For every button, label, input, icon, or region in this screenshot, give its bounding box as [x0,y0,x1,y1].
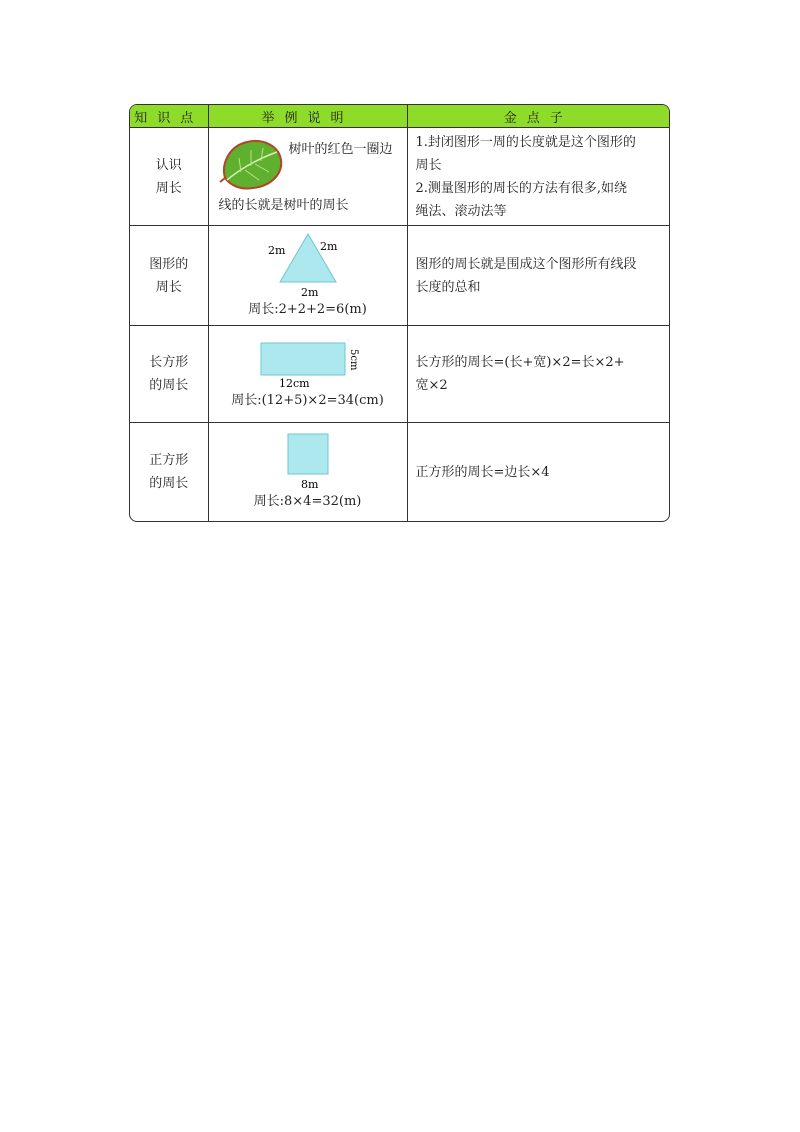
topic-cell [130,423,208,521]
topic-cell [130,326,208,423]
knowledge-table [130,105,669,521]
square-figure [278,432,338,490]
tip-line: 绳法、滚动法等 [415,203,507,219]
example-text: 树叶的红色一圈边 [288,142,393,158]
tip-line: 正方形的周长=边长×4 [415,464,550,480]
leaf-image [219,136,285,192]
table-row [130,128,669,226]
table-header-row [130,105,669,128]
triangle-label-bottom: 2m [300,286,318,299]
example-caption: 周长:2+2+2=6(m) [248,302,367,318]
tip-line: 1.封闭图形一周的长度就是这个图形的 [415,134,636,150]
tip-line: 图形的周长就是围成这个图形所有线段 [415,256,637,272]
header-example: 举例说明 [208,105,407,128]
triangle-label-left: 2m [267,244,285,258]
square-label-bottom: 8m [300,477,318,490]
table-row [130,326,669,423]
topic-line: 周长 [155,279,182,295]
header-tips: 金点子 [407,105,669,128]
topic-line: 长方形 [149,355,189,371]
example-cell [208,326,407,423]
topic-line: 的周长 [149,476,189,492]
example-caption: 周长:(12+5)×2=34(cm) [231,392,384,408]
knowledge-table-card [129,104,670,522]
tips-cell [407,128,669,226]
rectangle-figure [243,337,373,389]
table-row [130,423,669,521]
table-row [130,226,669,326]
rectangle-label-bottom: 12cm [278,376,310,389]
example-cell [208,226,407,326]
example-cell [208,128,407,226]
topic-line: 的周长 [149,378,189,394]
topic-line: 周长 [155,180,182,196]
tip-line: 周长 [415,157,442,173]
example-cell [208,423,407,521]
topic-line: 正方形 [149,453,189,469]
topic-line: 认识 [155,157,182,173]
header-knowledge-point: 知识点 [130,105,208,128]
tip-line: 宽×2 [415,378,448,394]
tip-line: 2.测量图形的周长的方法有很多,如绕 [415,180,628,196]
example-text: 线的长就是树叶的周长 [218,198,349,214]
triangle-figure [248,230,368,298]
topic-cell [130,226,208,326]
example-caption: 周长:8×4=32(m) [253,493,362,509]
tip-line: 长度的总和 [415,279,481,295]
topic-cell [130,128,208,226]
topic-line: 图形的 [149,256,189,272]
tip-line: 长方形的周长=(长+宽)×2=长×2+ [415,355,625,371]
tips-cell [407,326,669,423]
tips-cell [407,226,669,326]
rectangle-label-side: 5cm [347,348,359,371]
tips-cell [407,423,669,521]
triangle-label-right: 2m [319,240,337,254]
